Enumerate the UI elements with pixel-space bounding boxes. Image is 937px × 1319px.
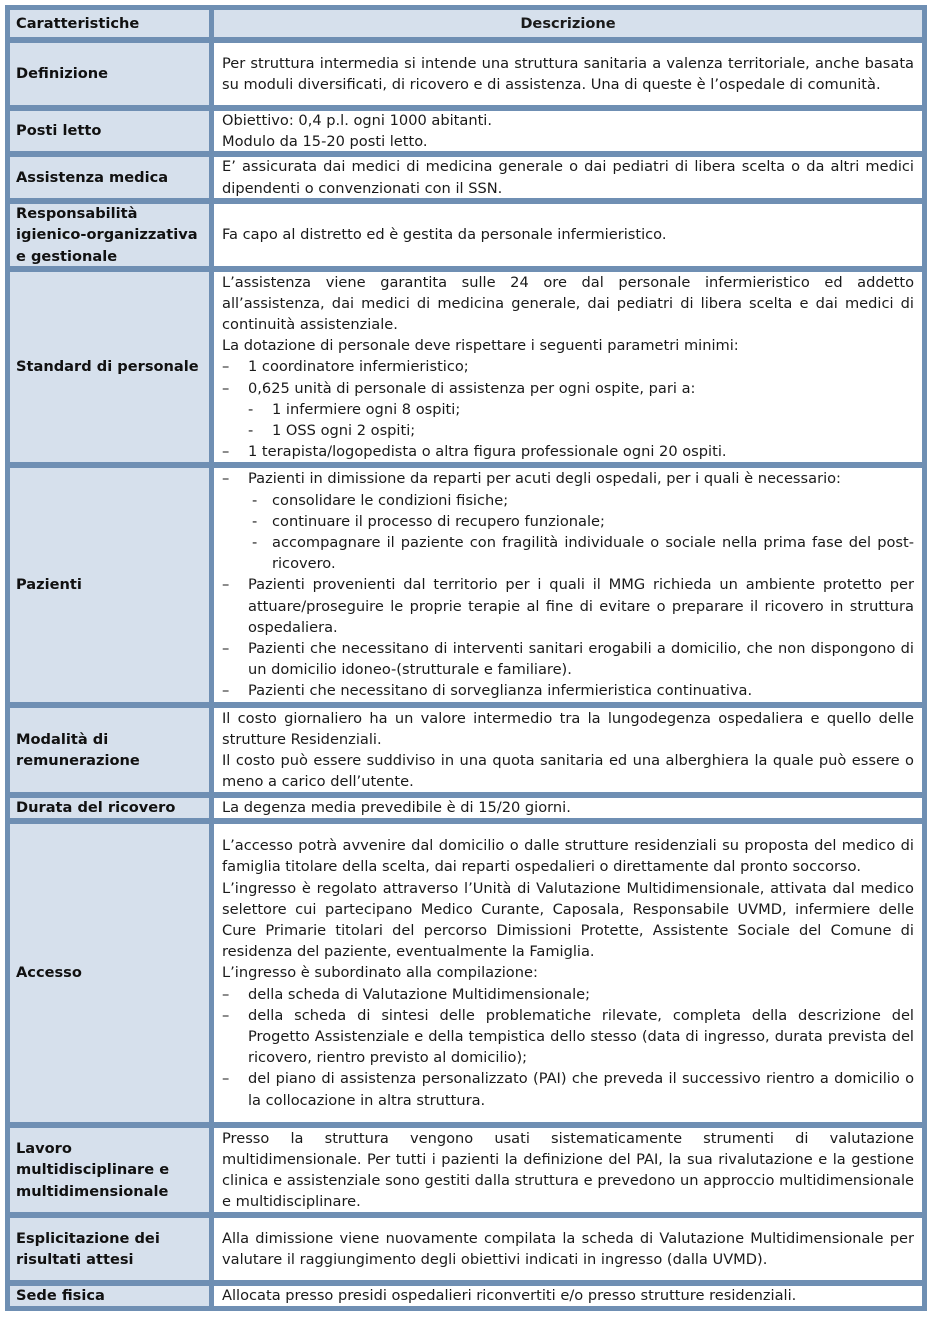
table-row-lavoro <box>7 1125 925 1215</box>
row-label-responsabilita: Responsabilità igienico-organizzativa e gestionale <box>8 202 211 268</box>
durata-text: La degenza media prevedibile è di 15/20 giorni. <box>222 799 571 817</box>
posti-letto-line-2: Modulo da 15-20 posti letto. <box>222 133 428 150</box>
sub-list-item: - 1 infermiere ogni 8 ospiti; <box>222 399 914 420</box>
row-label-lavoro: Lavoro multidisciplinare e multidimensionale <box>8 1126 211 1214</box>
table-row-sede <box>7 1283 925 1309</box>
remunerazione-text-2: Il costo può essere suddiviso in una quota sanitaria ed una alberghiera la quale può essere o meno a carico dell’utente. <box>222 752 914 791</box>
characteristics-table <box>5 5 927 1311</box>
row-label-pazienti: Pazienti <box>8 466 211 704</box>
table-row-pazienti <box>7 465 925 705</box>
row-desc-pazienti <box>212 466 924 704</box>
table-row-posti-letto <box>7 108 925 154</box>
row-label-sede: Sede fisica <box>8 1284 211 1308</box>
list-item: – Pazienti che necessitano di sorveglianza infermieristica continuativa. <box>222 680 914 701</box>
row-label-remunerazione: Modalità di remunerazione <box>8 706 211 794</box>
list-item: – 1 terapista/logopedista o altra figura professionale ogni 20 ospiti. <box>222 441 914 462</box>
sede-text: Allocata presso presidi ospedalieri riconvertiti e/o presso strutture residenziali. <box>222 1287 797 1305</box>
responsabilita-text: Fa capo al distretto ed è gestita da personale infermieristico. <box>222 226 667 244</box>
standard-text-1: L’assistenza viene garantita sulle 24 ore dal personale infermieristico ed addetto all’assistenza, dai medici di medicina generale, dai pediatri di libera scelta e dai medici di continuità assistenziale. <box>222 273 914 333</box>
header-caratteristiche: Caratteristiche <box>8 8 211 39</box>
row-label-assistenza-medica: Assistenza medica <box>8 155 211 200</box>
sub-list-item: - continuare il processo di recupero funzionale; <box>222 511 914 532</box>
list-item: – Pazienti in dimissione da reparti per acuti degli ospedali, per i quali è necessario: <box>222 468 914 489</box>
list-item: – del piano di assistenza personalizzato (PAI) che preveda il successivo rientro a domicilio o la collocazione in altra struttura. <box>222 1068 914 1110</box>
table-row-accesso <box>7 821 925 1125</box>
table-row-assistenza-medica <box>7 154 925 201</box>
row-desc-definizione <box>212 41 924 107</box>
list-item: – 1 coordinatore infermieristico; <box>222 356 914 377</box>
sub-list-item: - consolidare le condizioni fisiche; <box>222 490 914 511</box>
table-row-remunerazione <box>7 705 925 795</box>
standard-text-2: La dotazione di personale deve rispettare i seguenti parametri minimi: <box>222 337 739 355</box>
list-item: – della scheda di sintesi delle problematiche rilevate, completa della descrizione del Progetto Assistenziale e della tempistica dello stesso (data di ingresso, durata prevista del ricovero, rientro previsto al domicilio); <box>222 1005 914 1069</box>
row-desc-accesso <box>212 822 924 1124</box>
posti-letto-line-1: Obiettivo: 0,4 p.l. ogni 1000 abitanti. <box>222 111 492 129</box>
table-row-standard-personale <box>7 269 925 465</box>
row-label-standard-personale: Standard di personale <box>8 270 211 464</box>
definizione-text: Per struttura intermedia si intende una struttura sanitaria a valenza territoriale, anche basata su moduli diversificati, di ricovero e di assistenza. Una di queste è l’ospedale di comunità. <box>222 54 914 93</box>
table-row-responsabilita <box>7 201 925 269</box>
row-label-esplicitazione: Esplicitazione dei risultati attesi <box>8 1216 211 1282</box>
row-label-durata: Durata del ricovero <box>8 796 211 820</box>
accesso-text-1: L’accesso potrà avvenire dal domicilio o dalle strutture residenziali su proposta del medico di famiglia titolare della scelta, dai reparti ospedalieri o direttamente dal pronto soccorso. <box>222 837 914 876</box>
header-descrizione: Descrizione <box>212 8 924 39</box>
row-desc-sede <box>212 1284 924 1308</box>
row-desc-remunerazione <box>212 706 924 794</box>
row-desc-lavoro <box>212 1126 924 1214</box>
lavoro-text: Presso la struttura vengono usati sistematicamente strumenti di valutazione multidimensionale. Per tutti i pazienti la definizione del PAI, la sua rivalutazione e la gestione clinica e assistenziale sono gestiti dalla struttura e prevedono un approccio multidimensionale e multidisciplinare. <box>222 1129 914 1211</box>
row-desc-esplicitazione <box>212 1216 924 1282</box>
table-row-esplicitazione <box>7 1215 925 1283</box>
row-desc-durata <box>212 796 924 820</box>
esplicitazione-text: Alla dimissione viene nuovamente compilata la scheda di Valutazione Multidimensionale per valutare il raggiungimento degli obiettivi indicati in ingresso (dalla UVMD). <box>222 1229 914 1268</box>
accesso-text-2: L’ingresso è regolato attraverso l’Unità di Valutazione Multidimensionale, attivata dal medico selettore cui partecipano Medico Curante, Caposala, Responsabile UVMD, infermiere delle Cure Primarie titolari del percorso Dimissioni Protette, Assistente Sociale del Comune di residenza del paziente, eventualmente la Famiglia. <box>222 879 914 961</box>
list-item: – 0,625 unità di personale di assistenza per ogni ospite, pari a: <box>222 378 914 399</box>
table-row-definizione <box>7 40 925 108</box>
sub-list-item: - 1 OSS ogni 2 ospiti; <box>222 420 914 441</box>
list-item: – Pazienti che necessitano di interventi sanitari erogabili a domicilio, che non dispongono di un domicilio idoneo-(strutturale e familiare). <box>222 638 914 680</box>
accesso-text-3: L’ingresso è subordinato alla compilazione: <box>222 964 538 982</box>
row-desc-posti-letto <box>212 109 924 153</box>
table-row-durata <box>7 795 925 821</box>
list-item: – della scheda di Valutazione Multidimensionale; <box>222 984 914 1005</box>
row-desc-assistenza-medica <box>212 155 924 200</box>
assistenza-medica-text: E’ assicurata dai medici di medicina generale o dai pediatri di libera scelta o da altri medici dipendenti o convenzionati con il SSN. <box>222 158 914 197</box>
row-label-definizione: Definizione <box>8 41 211 107</box>
row-label-accesso: Accesso <box>8 822 211 1124</box>
sub-list-item: - accompagnare il paziente con fragilità individuale o sociale nella prima fase del post-ricovero. <box>222 532 914 574</box>
row-label-posti-letto: Posti letto <box>8 109 211 153</box>
row-desc-responsabilita <box>212 202 924 268</box>
row-desc-standard-personale <box>212 270 924 464</box>
table-header-row <box>7 7 925 40</box>
remunerazione-text-1: Il costo giornaliero ha un valore intermedio tra la lungodegenza ospedaliera e quello delle strutture Residenziali. <box>222 709 914 748</box>
list-item: – Pazienti provenienti dal territorio per i quali il MMG richieda un ambiente protetto per attuare/proseguire le proprie terapie al fine di evitare o preparare il ricovero in struttura ospedaliera. <box>222 574 914 638</box>
